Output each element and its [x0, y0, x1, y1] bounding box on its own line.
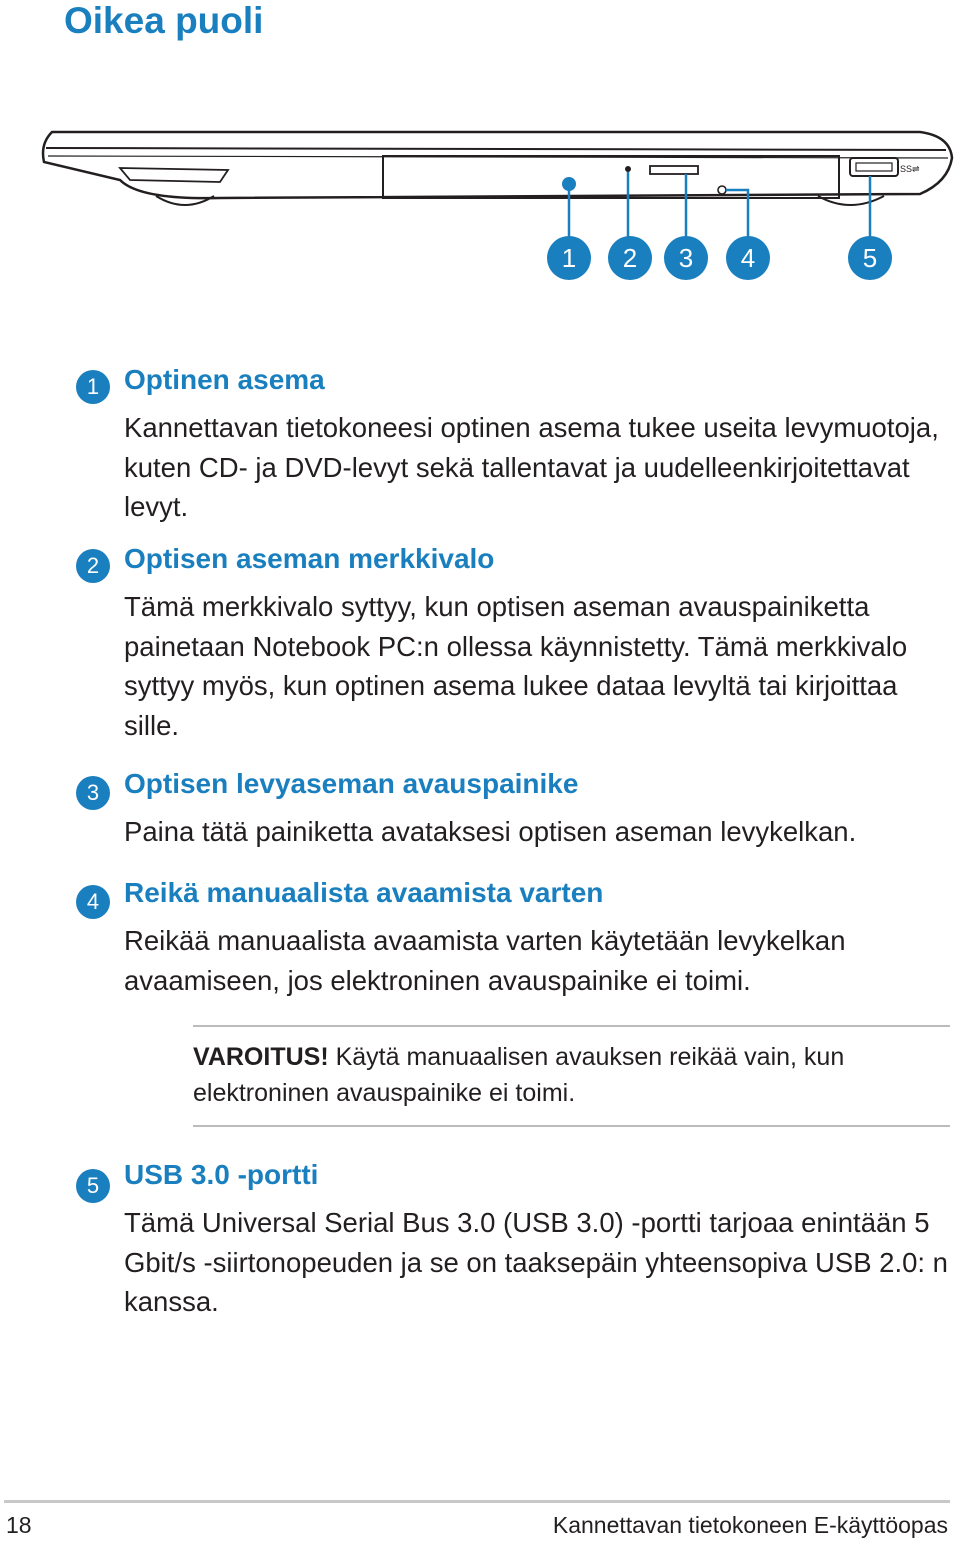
section-badge: 5: [76, 1169, 110, 1203]
warning-label: VAROITUS!: [193, 1043, 329, 1071]
svg-text:2: 2: [622, 243, 638, 273]
usb-ss-marking: SS⇌: [900, 164, 920, 174]
callout-2: [608, 236, 652, 280]
callout-1: [547, 236, 591, 280]
section-usb-port: [86, 1157, 954, 1322]
warning-box: [193, 1025, 950, 1127]
laptop-right-side-diagram: [0, 110, 960, 300]
svg-text:1: 1: [561, 243, 577, 273]
optical-drive-dot: [562, 177, 576, 191]
manual-title: Kannettavan tietokoneen E-käyttöopas: [552, 1512, 948, 1538]
warning-text: Käytä manuaalisen avauksen reikää vain, kun elektroninen avauspainike ei toimi.: [193, 1043, 845, 1107]
svg-text:4: 4: [740, 243, 756, 273]
page-number: 18: [6, 1512, 32, 1538]
callout-5: [848, 236, 892, 280]
section-optical-drive: [86, 362, 954, 527]
svg-text:5: 5: [862, 243, 878, 273]
section-body: Kannettavan tietokoneesi optinen asema tukee useita levymuotoja, kuten CD- ja DVD-levyt sekä tallentavat ja uudelleenkirjoitettavat levyt.: [124, 412, 939, 522]
led-shape: [625, 166, 631, 172]
section-eject-button: [86, 766, 954, 852]
section-body: Paina tätä painiketta avataksesi optisen aseman levykelkan.: [124, 816, 857, 847]
section-body: Tämä Universal Serial Bus 3.0 (USB 3.0) -portti tarjoaa enintään 5 Gbit/s -siirtonopeuden ja se on taaksepäin yhteensopiva USB 2.0: n kanssa.: [124, 1207, 948, 1317]
section-body: Tämä merkkivalo syttyy, kun optisen aseman avauspainiketta painetaan Notebook PC:n ollessa käynnistetty. Tämä merkkivalo syttyy myös, kun optinen asema lukee dataa levyltä tai kirjoittaa sille.: [124, 591, 908, 741]
section-title: Optisen aseman merkkivalo: [124, 543, 495, 574]
section-title: USB 3.0 -portti: [124, 1159, 319, 1190]
section-body: Reikää manuaalista avaamista varten käytetään levykelkan avaamiseen, jos elektroninen avauspainike ei toimi.: [124, 925, 846, 996]
section-badge: 4: [76, 885, 110, 919]
section-title: Optinen asema: [124, 364, 325, 395]
section-badge: 1: [76, 370, 110, 404]
section-title: Reikä manuaalista avaamista varten: [124, 877, 604, 908]
section-optical-drive-led: [86, 541, 954, 745]
callout-3: [664, 236, 708, 280]
footer-divider: [4, 1500, 950, 1503]
section-badge: 2: [76, 549, 110, 583]
page-title: Oikea puoli: [64, 0, 264, 41]
callout-4: [726, 236, 770, 280]
laptop-body-outline: [43, 132, 952, 198]
section-title: Optisen levyaseman avauspainike: [124, 768, 579, 799]
section-manual-eject-hole: [86, 875, 954, 1000]
svg-text:3: 3: [678, 243, 694, 273]
section-badge: 3: [76, 776, 110, 810]
